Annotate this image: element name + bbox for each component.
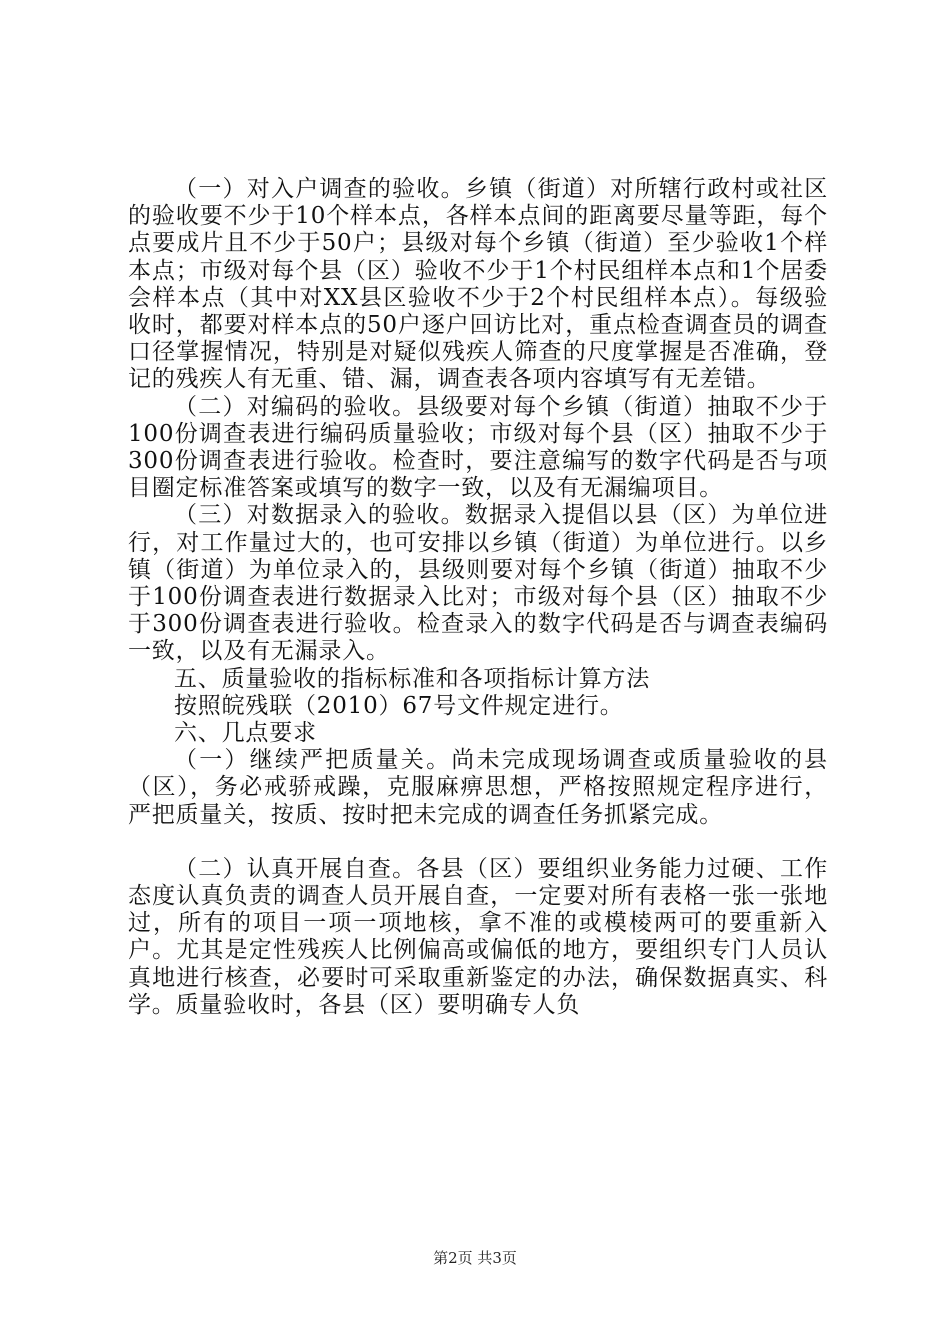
page-number: 第2页 共3页 <box>433 1249 517 1267</box>
paragraph-self-check: （二）认真开展自查。各县（区）要组织业务能力过硬、工作态度认真负责的调查人员开展自查，一定要对所有表格一张一张地过，所有的项目一项一项地核，拿不准的或模棱两可的要重新入户。尤其是定性残疾人比例偏高或偏低的地方，要组织专门人员认真地进行核查，必要时可采取重新鉴定的办法，确保数据真实、科学。质量验收时，各县（区）要明确专人负 <box>128 855 828 1018</box>
heading-section-five: 五、质量验收的指标标准和各项指标计算方法 <box>174 665 650 692</box>
paragraph-coding: （二）对编码的验收。县级要对每个乡镇（街道）抽取不少于100份调查表进行编码质量验收；市级对每个县（区）抽取不少于300份调查表进行验收。检查时，要注意编写的数字代码是否与项目圈定标准答案或填写的数字一致，以及有无漏编项目。 <box>128 393 828 502</box>
paragraph-standard-reference: 按照皖残联（2010）67号文件规定进行。 <box>174 692 624 719</box>
paragraph-spacer <box>128 829 828 856</box>
heading-section-six: 六、几点要求 <box>174 720 317 747</box>
paragraph-data-entry: （三）对数据录入的验收。数据录入提倡以县（区）为单位进行，对工作量过大的，也可安排以乡镇（街道）为单位进行。以乡镇（街道）为单位录入的，县级则要对每个乡镇（街道）抽取不少于100份调查表进行数据录入比对；市级对每个县（区）抽取不少于300份调查表进行验收。检查录入的数字代码是否与调查表编码一致，以及有无漏录入。 <box>128 502 828 665</box>
body-text <box>128 176 828 1019</box>
paragraph-quality-control: （一）继续严把质量关。尚未完成现场调查或质量验收的县（区），务必戒骄戒躁，克服麻痹思想，严格按照规定程序进行，严把质量关，按质、按时把未完成的调查任务抓紧完成。 <box>128 747 828 828</box>
paragraph-intake-survey: （一）对入户调查的验收。乡镇（街道）对所辖行政村或社区的验收要不少于10个样本点，各样本点间的距离要尽量等距，每个点要成片且不少于50户；县级对每个乡镇（街道）至少验收1个样本点；市级对每个县（区）验收不少于1个村民组样本点和1个居委会样本点（其中对XX县区验收不少于2个村民组样本点）。每级验收时，都要对样本点的50户逐户回访比对，重点检查调查员的调查口径掌握情况，特别是对疑似残疾人筛查的尺度掌握是否准确，登记的残疾人有无重、错、漏，调查表各项内容填写有无差错。 <box>128 176 828 393</box>
